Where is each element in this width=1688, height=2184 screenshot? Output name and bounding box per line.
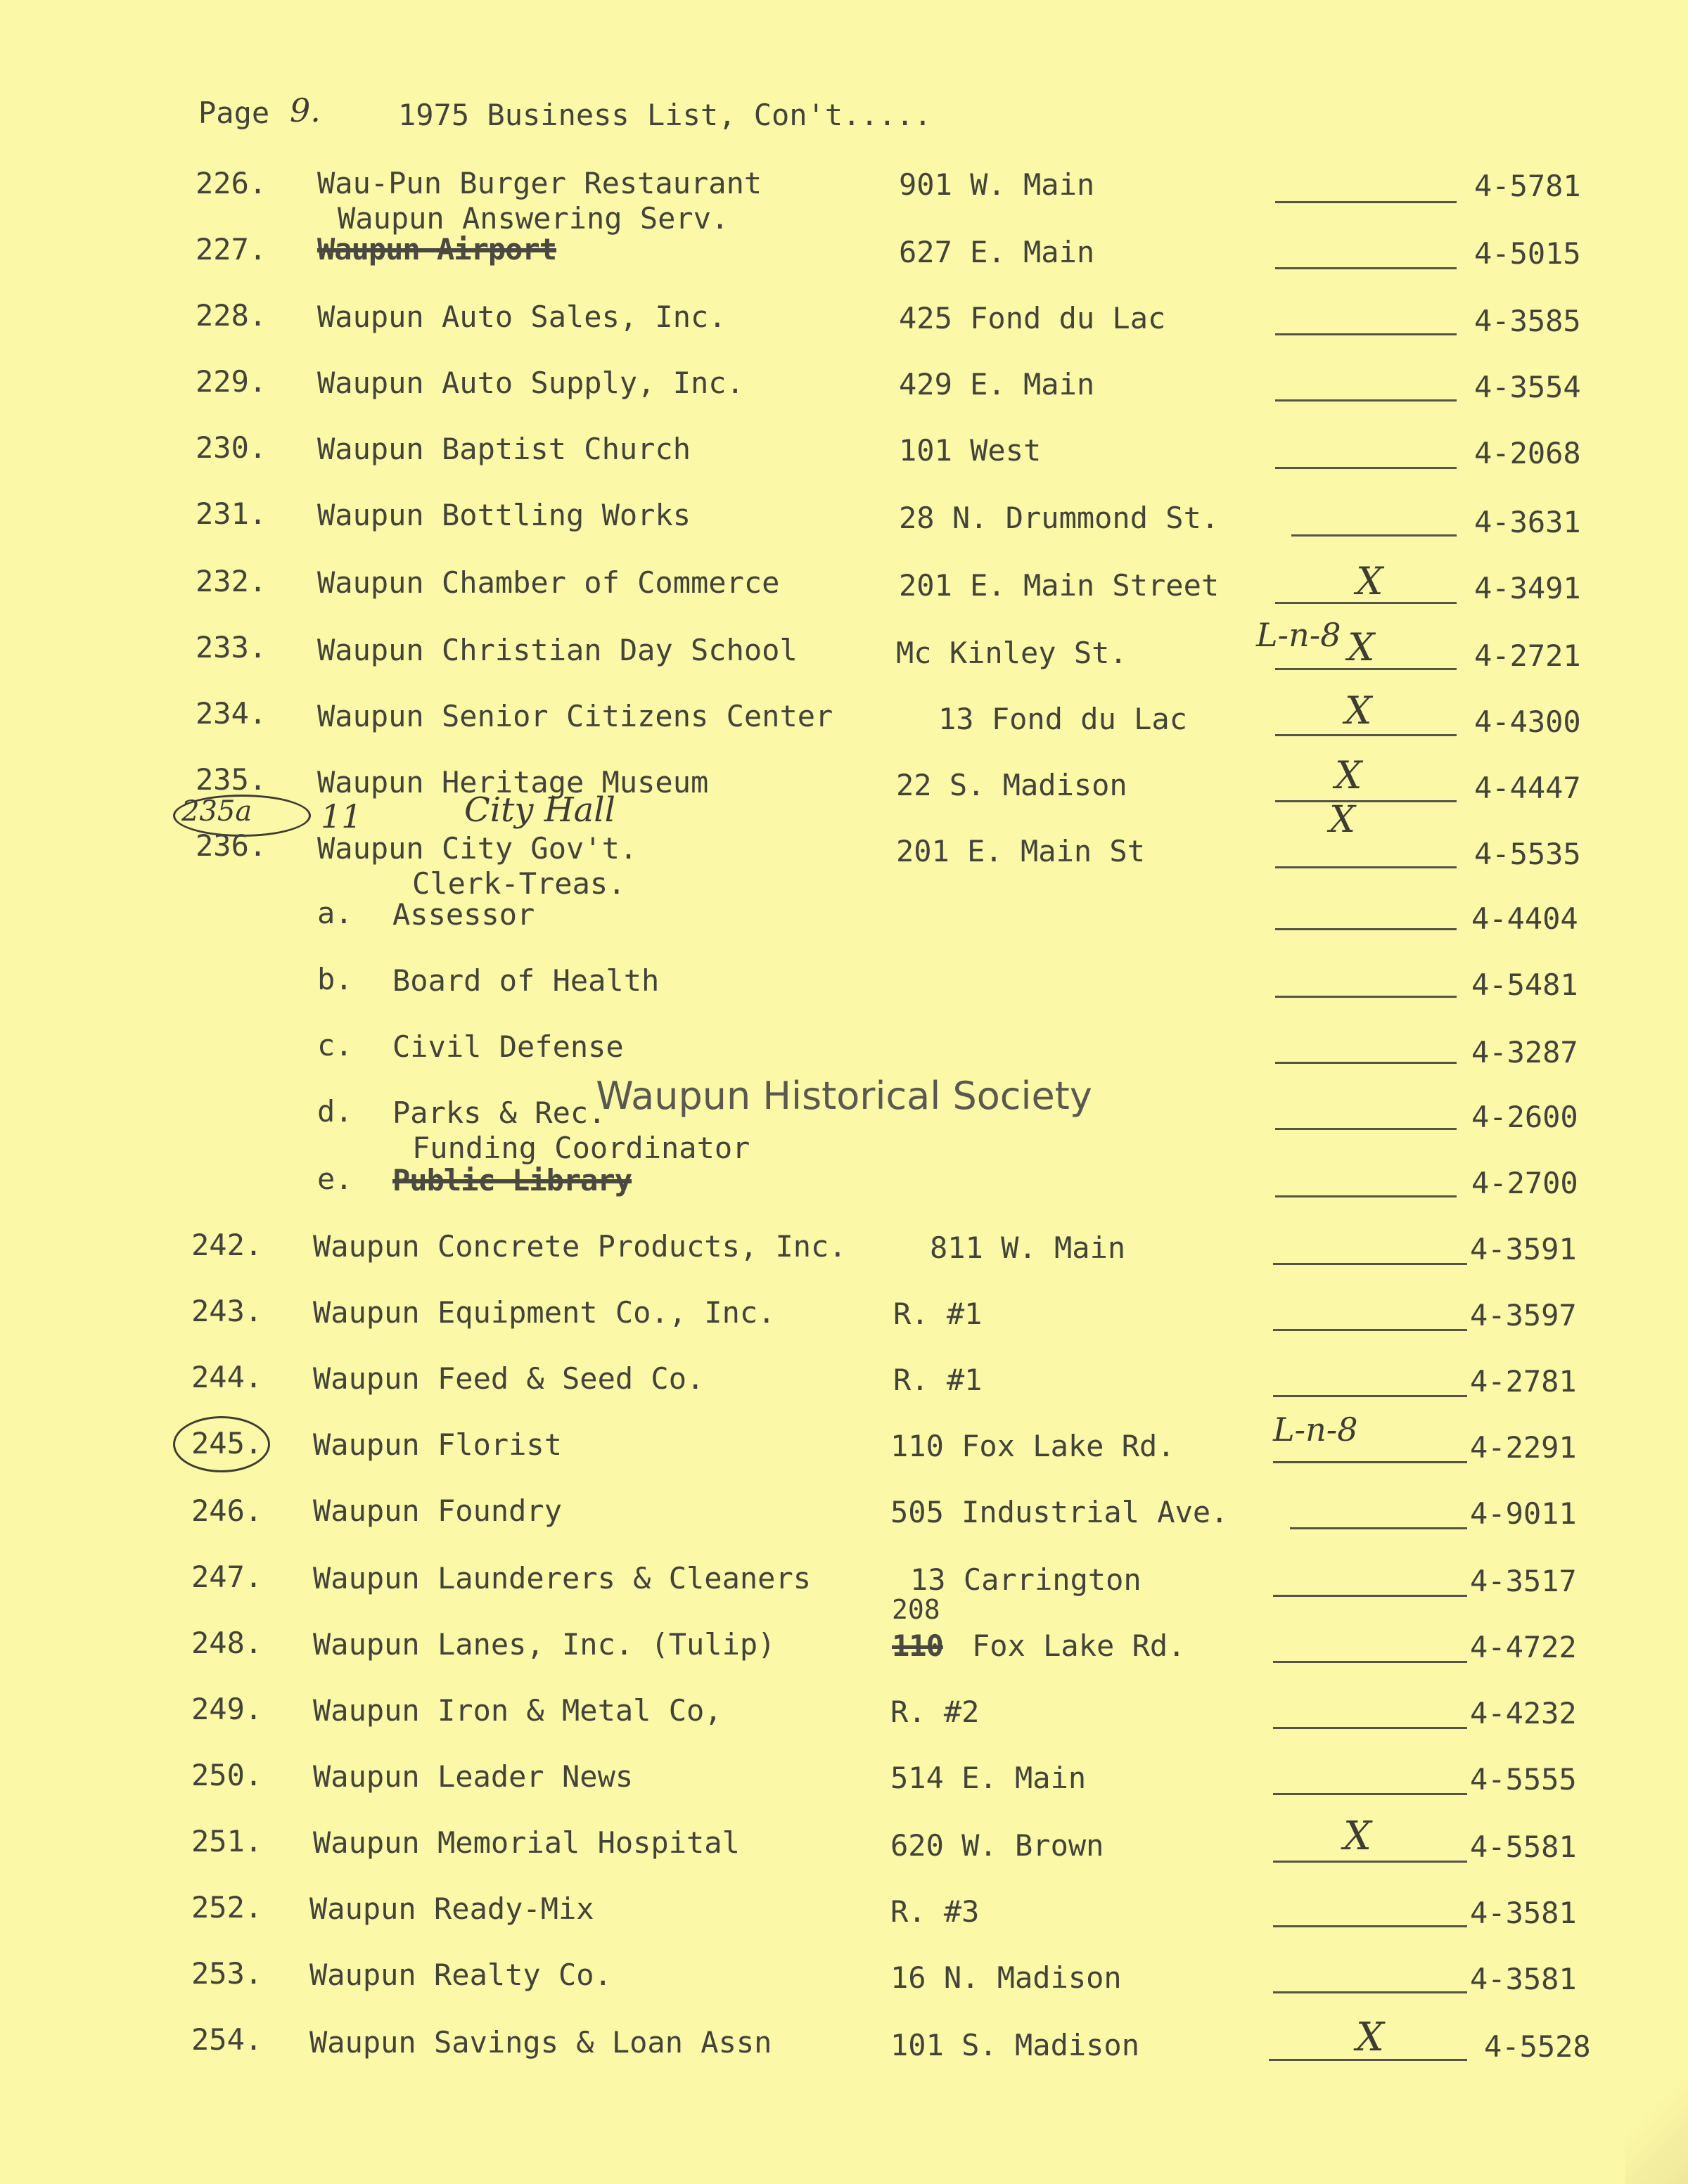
entry-number: 234. [196, 696, 267, 731]
entry-blank-line [1273, 1395, 1467, 1397]
entry-number: 254. [191, 2022, 263, 2057]
entry-name-insert: Waupun Answering Serv. [338, 201, 729, 236]
entry-name: Waupun Feed & Seed Co. [313, 1361, 705, 1396]
check-mark: X [1345, 688, 1372, 733]
entry-name: Waupun Chamber of Commerce [317, 565, 780, 600]
entry-number: 228. [196, 298, 267, 333]
entry-blank-line [1275, 1128, 1457, 1130]
entry-blank-line [1273, 1595, 1467, 1597]
entry-phone: 4-3631 [1474, 505, 1581, 539]
entry-address: 201 E. Main Street [899, 568, 1220, 603]
entry-name: Waupun Christian Day School [317, 633, 798, 667]
entry-blank-line [1275, 467, 1457, 469]
entry-number: 247. [191, 1560, 263, 1594]
check-mark: X [1329, 799, 1356, 841]
entry-phone: 4-3597 [1470, 1298, 1577, 1332]
entry-phone: 4-3491 [1474, 571, 1581, 605]
entry-phone: 4-5535 [1474, 837, 1581, 871]
entry-name: Waupun Lanes, Inc. (Tulip) [313, 1627, 776, 1662]
entry-address: 13 Carrington [910, 1562, 1142, 1597]
sub-entry-name-insert: Funding Coordinator [412, 1131, 750, 1165]
entry-blank-line [1273, 1329, 1467, 1331]
entry-address: R. #3 [890, 1894, 980, 1929]
entry-blank-line [1275, 1062, 1457, 1064]
sub-entry-letter: b. [317, 962, 353, 996]
entry-number: 236. [196, 828, 267, 863]
entry-number: 244. [191, 1360, 263, 1394]
entry-blank-line [1275, 866, 1457, 868]
entry-blank-line [1275, 928, 1457, 930]
entry-address: Fox Lake Rd. [972, 1629, 1186, 1663]
entry-address: 901 W. Main [899, 167, 1095, 202]
entry-name: Waupun Auto Supply, Inc. [317, 366, 744, 400]
entry-name: Waupun Bottling Works [317, 498, 691, 532]
entry-number: 246. [191, 1494, 263, 1528]
entry-blank-line [1275, 1195, 1457, 1197]
entry-number: 253. [191, 1956, 263, 1991]
entry-blank-line [1273, 1925, 1467, 1927]
entry-address: R. #1 [893, 1297, 983, 1331]
sub-entry-letter: d. [317, 1094, 353, 1129]
handwritten-ditto: 11 [321, 797, 362, 835]
entry-blank-line [1273, 1861, 1467, 1863]
entry-address: 101 S. Madison [890, 2028, 1140, 2062]
entry-blank-line [1275, 800, 1457, 802]
entry-number: 245. [191, 1426, 263, 1460]
entry-phone: 4-5581 [1470, 1830, 1577, 1864]
entry-name-struck: Waupun Airport [317, 232, 557, 266]
entry-name: Waupun Heritage Museum [317, 765, 709, 799]
entry-number: 229. [196, 364, 267, 399]
entry-name: Waupun Launderers & Cleaners [313, 1561, 812, 1595]
entry-address: 110 Fox Lake Rd. [890, 1429, 1175, 1463]
handwritten-entry-name: City Hall [464, 790, 615, 830]
entry-blank-line [1275, 734, 1457, 736]
entry-name: Waupun Florist [313, 1427, 563, 1462]
check-mark: X [1348, 625, 1375, 669]
entry-phone: 4-5015 [1474, 236, 1581, 271]
sub-entry-name: Assessor [392, 897, 535, 932]
entry-phone: 4-2721 [1474, 638, 1581, 673]
sub-entry-name: Parks & Rec. [392, 1096, 606, 1130]
entry-phone: 4-3581 [1470, 1962, 1577, 1996]
entry-phone: 4-3554 [1474, 370, 1581, 404]
entry-blank-line [1273, 1461, 1467, 1463]
entry-phone: 4-3517 [1470, 1564, 1577, 1598]
entry-phone: 4-4300 [1474, 705, 1581, 739]
entry-address-struck: 110 [892, 1629, 943, 1663]
entry-number: 250. [191, 1758, 263, 1792]
entry-address-insert: 208 [892, 1594, 940, 1625]
entry-phone: 4-5781 [1474, 169, 1581, 203]
entry-name: Waupun Memorial Hospital [313, 1825, 740, 1860]
check-mark: X [1356, 559, 1383, 603]
entry-number: 252. [191, 1890, 263, 1925]
entry-phone: 4-5555 [1470, 1762, 1577, 1797]
entry-blank-line [1273, 1263, 1467, 1265]
sub-entry-name: Board of Health [392, 963, 660, 998]
watermark: Waupun Historical Society [596, 1074, 1092, 1118]
entry-blank-line [1275, 399, 1457, 402]
page-label: Page [198, 96, 270, 130]
sub-entry-letter: c. [317, 1028, 353, 1062]
entry-name: Waupun Baptist Church [317, 432, 691, 466]
entry-number: 249. [191, 1692, 263, 1726]
entry-number: 248. [191, 1626, 263, 1660]
entry-address: 620 W. Brown [890, 1828, 1104, 1863]
entry-phone: 4-2291 [1470, 1430, 1577, 1465]
entry-address: 425 Fond du Lac [899, 301, 1166, 335]
entry-blank-line [1275, 333, 1457, 335]
entry-blank-line [1273, 1661, 1467, 1663]
entry-number: 227. [196, 232, 267, 266]
entry-phone: 4-4722 [1470, 1630, 1577, 1664]
page-title: 1975 Business List, Con't..... [398, 98, 932, 132]
entry-address: 514 E. Main [890, 1761, 1087, 1795]
entry-phone: 4-3287 [1471, 1035, 1578, 1069]
entry-name: Waupun Foundry [313, 1494, 563, 1528]
entry-address: 22 S. Madison [896, 768, 1127, 802]
entry-blank-line [1275, 267, 1457, 269]
entry-phone: 4-3591 [1470, 1232, 1577, 1266]
entry-phone: 4-3585 [1474, 304, 1581, 338]
entry-blank-line [1273, 1727, 1467, 1729]
entry-name: Waupun Leader News [313, 1759, 634, 1794]
entry-blank-line [1273, 1991, 1467, 1993]
page-corner-shade [1625, 2057, 1688, 2184]
entry-number: 243. [191, 1294, 263, 1328]
check-mark: X [1356, 2015, 1384, 2060]
entry-number: 235. [196, 762, 267, 797]
entry-address: 811 W. Main [930, 1231, 1126, 1265]
entry-phone: 4-4447 [1474, 771, 1581, 805]
entry-blank-line [1275, 201, 1457, 203]
check-mark: X [1335, 753, 1362, 797]
entry-address: 101 West [899, 433, 1042, 468]
handwritten-note: L-n-8 [1256, 616, 1341, 654]
entry-name: Waupun Concrete Products, Inc. [313, 1229, 847, 1264]
entry-number: 232. [196, 564, 267, 598]
entry-address: Mc Kinley St. [896, 636, 1127, 670]
entry-number: 242. [191, 1228, 263, 1262]
entry-number: 230. [196, 430, 267, 465]
sub-entry-name: Civil Defense [392, 1029, 624, 1064]
handwritten-entry-number: 235a [181, 795, 252, 828]
entry-name: Waupun City Gov't. [317, 831, 638, 866]
entry-number: 233. [196, 630, 267, 664]
entry-address: 16 N. Madison [890, 1960, 1122, 1995]
sub-entry-letter: e. [317, 1162, 353, 1196]
entry-phone: 4-3581 [1470, 1896, 1577, 1930]
entry-name: Waupun Realty Co. [309, 1958, 612, 1992]
entry-name: Waupun Savings & Loan Assn [309, 2025, 772, 2060]
entry-phone: 4-9011 [1470, 1496, 1577, 1531]
entry-address: 505 Industrial Ave. [890, 1495, 1229, 1529]
entry-address: 627 E. Main [899, 235, 1095, 269]
entry-name: Waupun Iron & Metal Co, [313, 1693, 722, 1728]
entry-phone: 4-2068 [1474, 436, 1581, 470]
sub-entry-letter: a. [317, 896, 353, 930]
entry-name: Waupun Ready-Mix [309, 1891, 594, 1926]
entry-phone: 4-2781 [1470, 1364, 1577, 1399]
entry-phone: 4-4232 [1470, 1696, 1577, 1730]
entry-address: R. #1 [893, 1363, 983, 1397]
entry-address: 429 E. Main [899, 367, 1095, 402]
entry-phone: 4-5481 [1471, 968, 1578, 1002]
entry-subnote: Clerk-Treas. [412, 866, 626, 901]
check-mark: X [1343, 1813, 1372, 1859]
entry-blank-line [1275, 996, 1457, 998]
page-number: 9. [290, 91, 321, 129]
entry-phone: 4-2600 [1471, 1100, 1578, 1134]
entry-address: 13 Fond du Lac [938, 702, 1188, 736]
entry-blank-line [1290, 1527, 1467, 1529]
entry-phone: 4-5528 [1484, 2029, 1591, 2064]
entry-blank-line [1273, 1793, 1467, 1795]
entry-phone: 4-4404 [1471, 901, 1578, 936]
entry-name: Waupun Equipment Co., Inc. [313, 1295, 776, 1330]
handwritten-note: L-n-8 [1273, 1411, 1358, 1448]
entry-number: 226. [196, 166, 267, 200]
entry-address: R. #2 [890, 1695, 980, 1729]
entry-blank-line [1291, 534, 1457, 537]
entry-address: 28 N. Drummond St. [899, 501, 1220, 535]
entry-name: Waupun Auto Sales, Inc. [317, 300, 727, 334]
entry-name: Wau-Pun Burger Restaurant [317, 166, 762, 200]
entry-phone: 4-2700 [1471, 1166, 1578, 1200]
entry-name: Waupun Senior Citizens Center [317, 699, 833, 733]
sub-entry-name-struck: Public Library [392, 1163, 632, 1197]
entry-number: 251. [191, 1824, 263, 1858]
entry-number: 231. [196, 496, 267, 531]
entry-address: 201 E. Main St [896, 834, 1146, 868]
